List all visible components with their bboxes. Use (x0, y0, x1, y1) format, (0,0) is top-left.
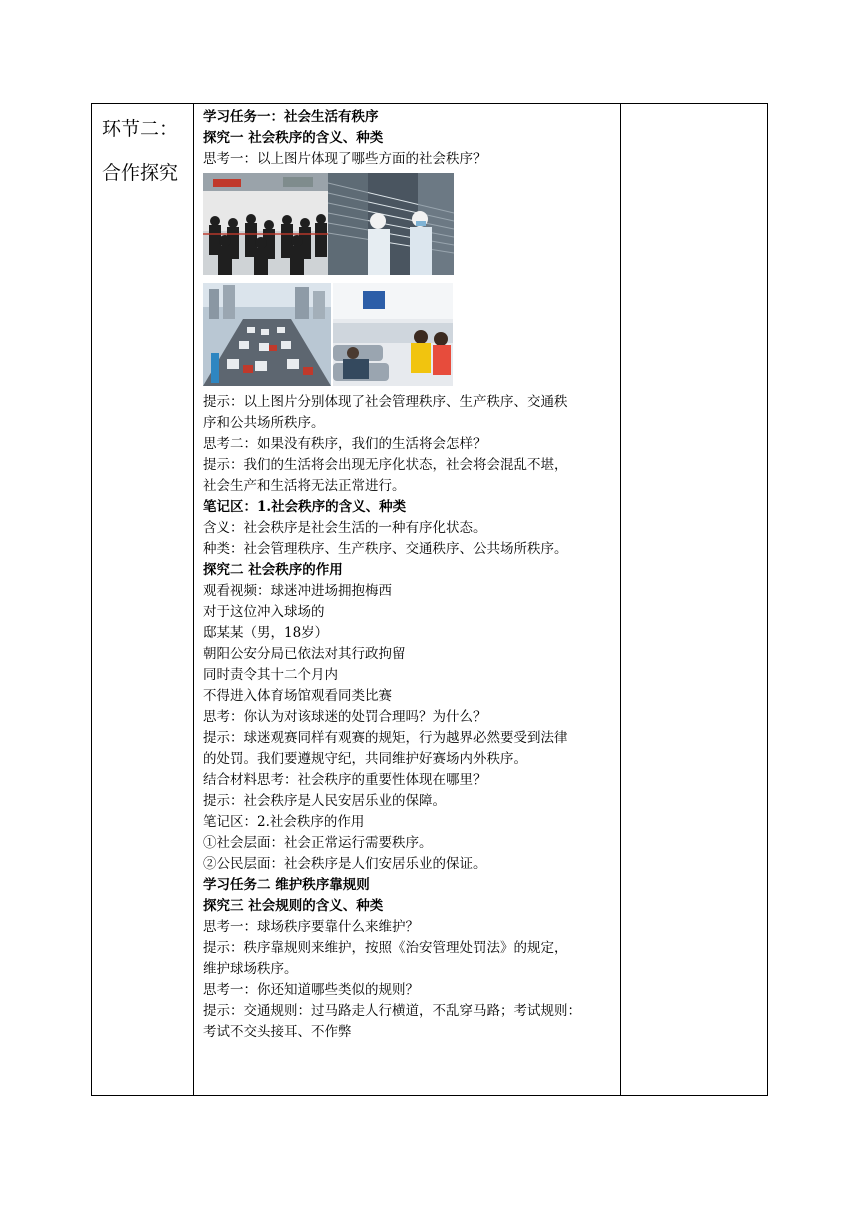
image-row-2 (203, 283, 615, 386)
text-line: 考试不交头接耳、不作弊 (203, 1024, 352, 1040)
crowd-queue-photo (203, 173, 328, 275)
top-lines (203, 107, 615, 170)
image-row-1 (203, 173, 615, 275)
text-line: 探究二 社会秩序的作用 (203, 562, 343, 578)
text-line: ②公民层面：社会秩序是人们安居乐业的保证。 (203, 856, 487, 872)
text-line: 维护球场秩序。 (203, 961, 298, 977)
bottom-lines (203, 392, 615, 1043)
text-line: 朝阳公安分局已依法对其行政拘留 (203, 646, 406, 662)
text-line: 提示：秩序靠规则来维护，按照《治安管理处罚法》的规定， (203, 940, 568, 956)
text-line: 探究三 社会规则的含义、种类 (203, 898, 384, 914)
text-line: 思考一：你还知道哪些类似的规则？ (203, 982, 419, 998)
activity-content (203, 107, 615, 1043)
text-line: 思考：你认为对该球迷的处罚合理吗？为什么？ (203, 709, 487, 725)
text-line: 学习任务二 维护秩序靠规则 (203, 877, 370, 893)
text-line: 探究一 社会秩序的含义、种类 (203, 130, 384, 146)
textile-factory-photo (328, 173, 454, 275)
text-line: 社会生产和生活将无法正常进行。 (203, 478, 406, 494)
lesson-table (91, 103, 768, 1096)
text-line: 同时责令其十二个月内 (203, 667, 338, 683)
stage-label-line2: 合作探究 (102, 162, 179, 184)
text-line: 思考二：如果没有秩序，我们的生活将会怎样？ (203, 436, 487, 452)
text-line: 思考一：球场秩序要靠什么来维护？ (203, 919, 419, 935)
text-line: 思考一：以上图片体现了哪些方面的社会秩序？ (203, 151, 487, 167)
text-line: ①社会层面：社会正常运行需要秩序。 (203, 835, 433, 851)
text-line: 序和公共场所秩序。 (203, 415, 325, 431)
text-line: 提示：社会秩序是人民安居乐业的保障。 (203, 793, 446, 809)
text-line: 不得进入体育场馆观看同类比赛 (203, 688, 392, 704)
text-line: 对于这位冲入球场的 (203, 604, 325, 620)
text-line: 种类：社会管理秩序、生产秩序、交通秩序、公共场所秩序。 (203, 541, 568, 557)
text-line: 提示：球迷观赛同样有观赛的规矩，行为越界必然要受到法律 (203, 730, 568, 746)
text-line: 笔记区：2.社会秩序的作用 (203, 814, 365, 830)
text-line: 提示：我们的生活将会出现无序化状态，社会将会混乱不堪， (203, 457, 568, 473)
text-line: 提示：以上图片分别体现了社会管理秩序、生产秩序、交通秩 (203, 394, 568, 410)
activity-column (194, 104, 621, 1095)
text-line: 的处罚。我们要遵规守纪，共同维护好赛场内外秩序。 (203, 751, 527, 767)
text-line: 提示：交通规则：过马路走人行横道，不乱穿马路；考试规则： (203, 1003, 581, 1019)
notes-column (621, 104, 767, 1095)
text-line: 邸某某（男，18岁） (203, 625, 329, 641)
text-line: 结合材料思考：社会秩序的重要性体现在哪里？ (203, 772, 487, 788)
stage-column (92, 104, 194, 1095)
traffic-jam-photo (203, 283, 331, 386)
stage-label-line1: 环节二： (102, 118, 179, 140)
text-line: 观看视频：球迷冲进场拥抱梅西 (203, 583, 392, 599)
bank-hall-photo (333, 283, 453, 386)
text-line: 笔记区：1.社会秩序的含义、种类 (203, 499, 407, 515)
text-line: 学习任务一：社会生活有秩序 (203, 109, 379, 125)
text-line: 含义：社会秩序是社会生活的一种有序化状态。 (203, 520, 487, 536)
